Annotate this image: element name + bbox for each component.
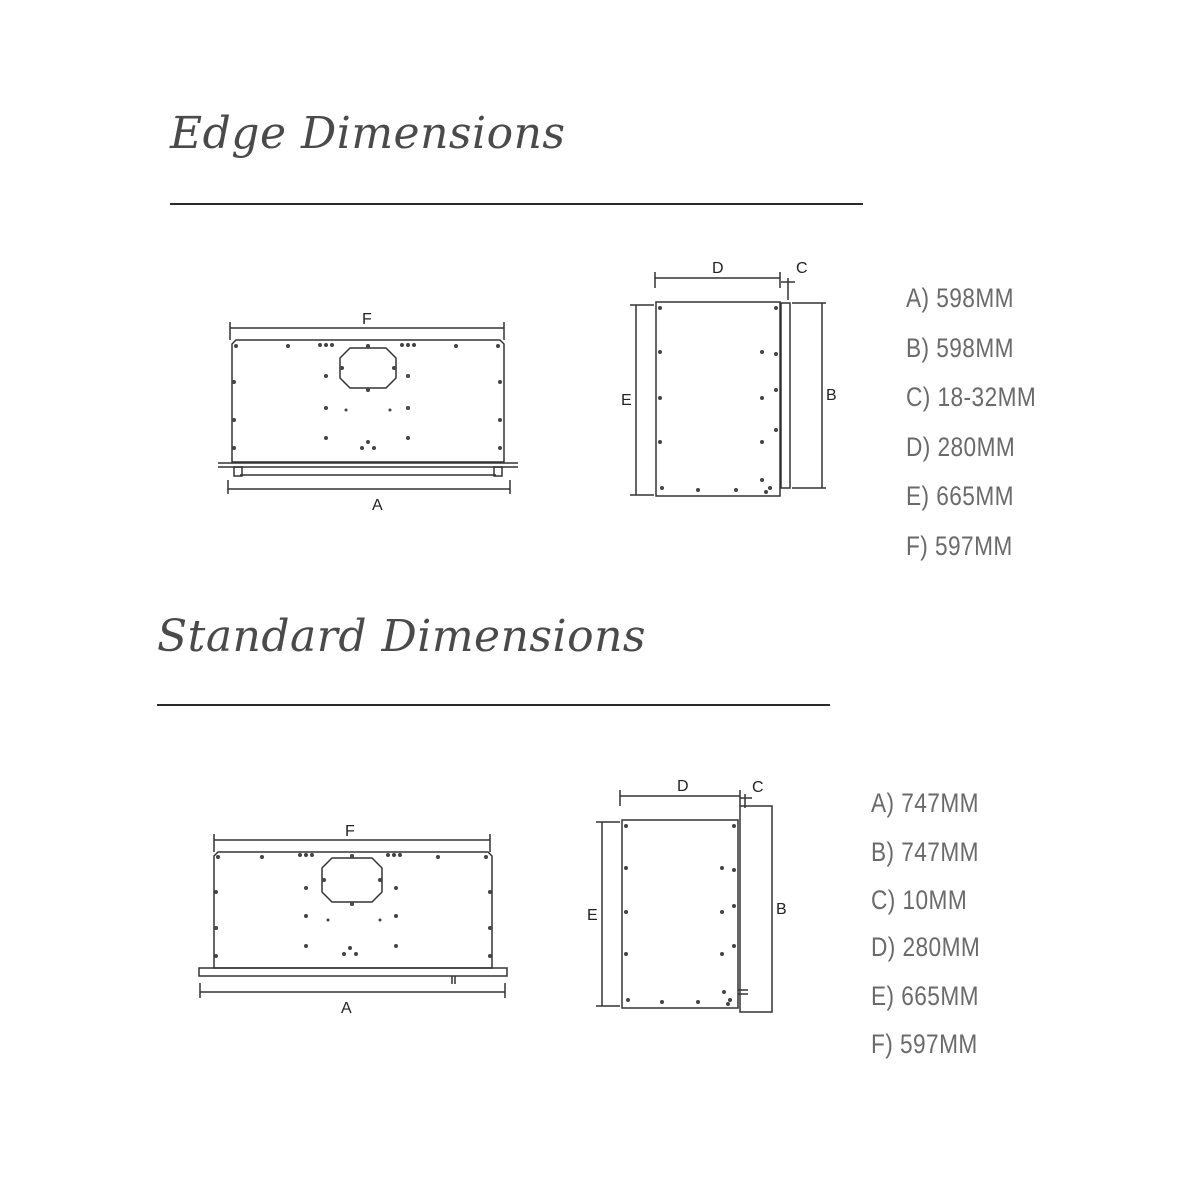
edge-spec-e: E) 665MM bbox=[906, 481, 1014, 511]
standard-title: Standard Dimensions bbox=[157, 611, 646, 662]
edge-side-label-e: E bbox=[621, 392, 632, 409]
edge-side-label-c: C bbox=[796, 260, 808, 277]
standard-side-label-c: C bbox=[752, 779, 764, 796]
edge-side-label-d: D bbox=[712, 260, 724, 277]
standard-side-label-b: B bbox=[776, 901, 787, 918]
standard-spec-c: C) 10MM bbox=[871, 885, 968, 915]
edge-front-label-f: F bbox=[362, 311, 372, 328]
standard-spec-a: A) 747MM bbox=[871, 788, 979, 818]
edge-front-label-a: A bbox=[372, 497, 383, 514]
standard-front-label-f: F bbox=[345, 823, 355, 840]
standard-spec-d: D) 280MM bbox=[871, 932, 981, 962]
standard-spec-e: E) 665MM bbox=[871, 981, 979, 1011]
standard-front-label-a: A bbox=[341, 1000, 352, 1017]
edge-spec-b: B) 598MM bbox=[906, 333, 1014, 363]
edge-side-label-b: B bbox=[826, 387, 837, 404]
standard-side-label-d: D bbox=[677, 778, 689, 795]
edge-title: Edge Dimensions bbox=[170, 108, 566, 159]
standard-spec-b: B) 747MM bbox=[871, 837, 979, 867]
edge-spec-a: A) 598MM bbox=[906, 283, 1014, 313]
edge-spec-f: F) 597MM bbox=[906, 531, 1013, 561]
standard-spec-f: F) 597MM bbox=[871, 1029, 978, 1059]
edge-spec-c: C) 18-32MM bbox=[906, 382, 1037, 412]
edge-spec-d: D) 280MM bbox=[906, 432, 1016, 462]
standard-side-label-e: E bbox=[587, 907, 598, 924]
